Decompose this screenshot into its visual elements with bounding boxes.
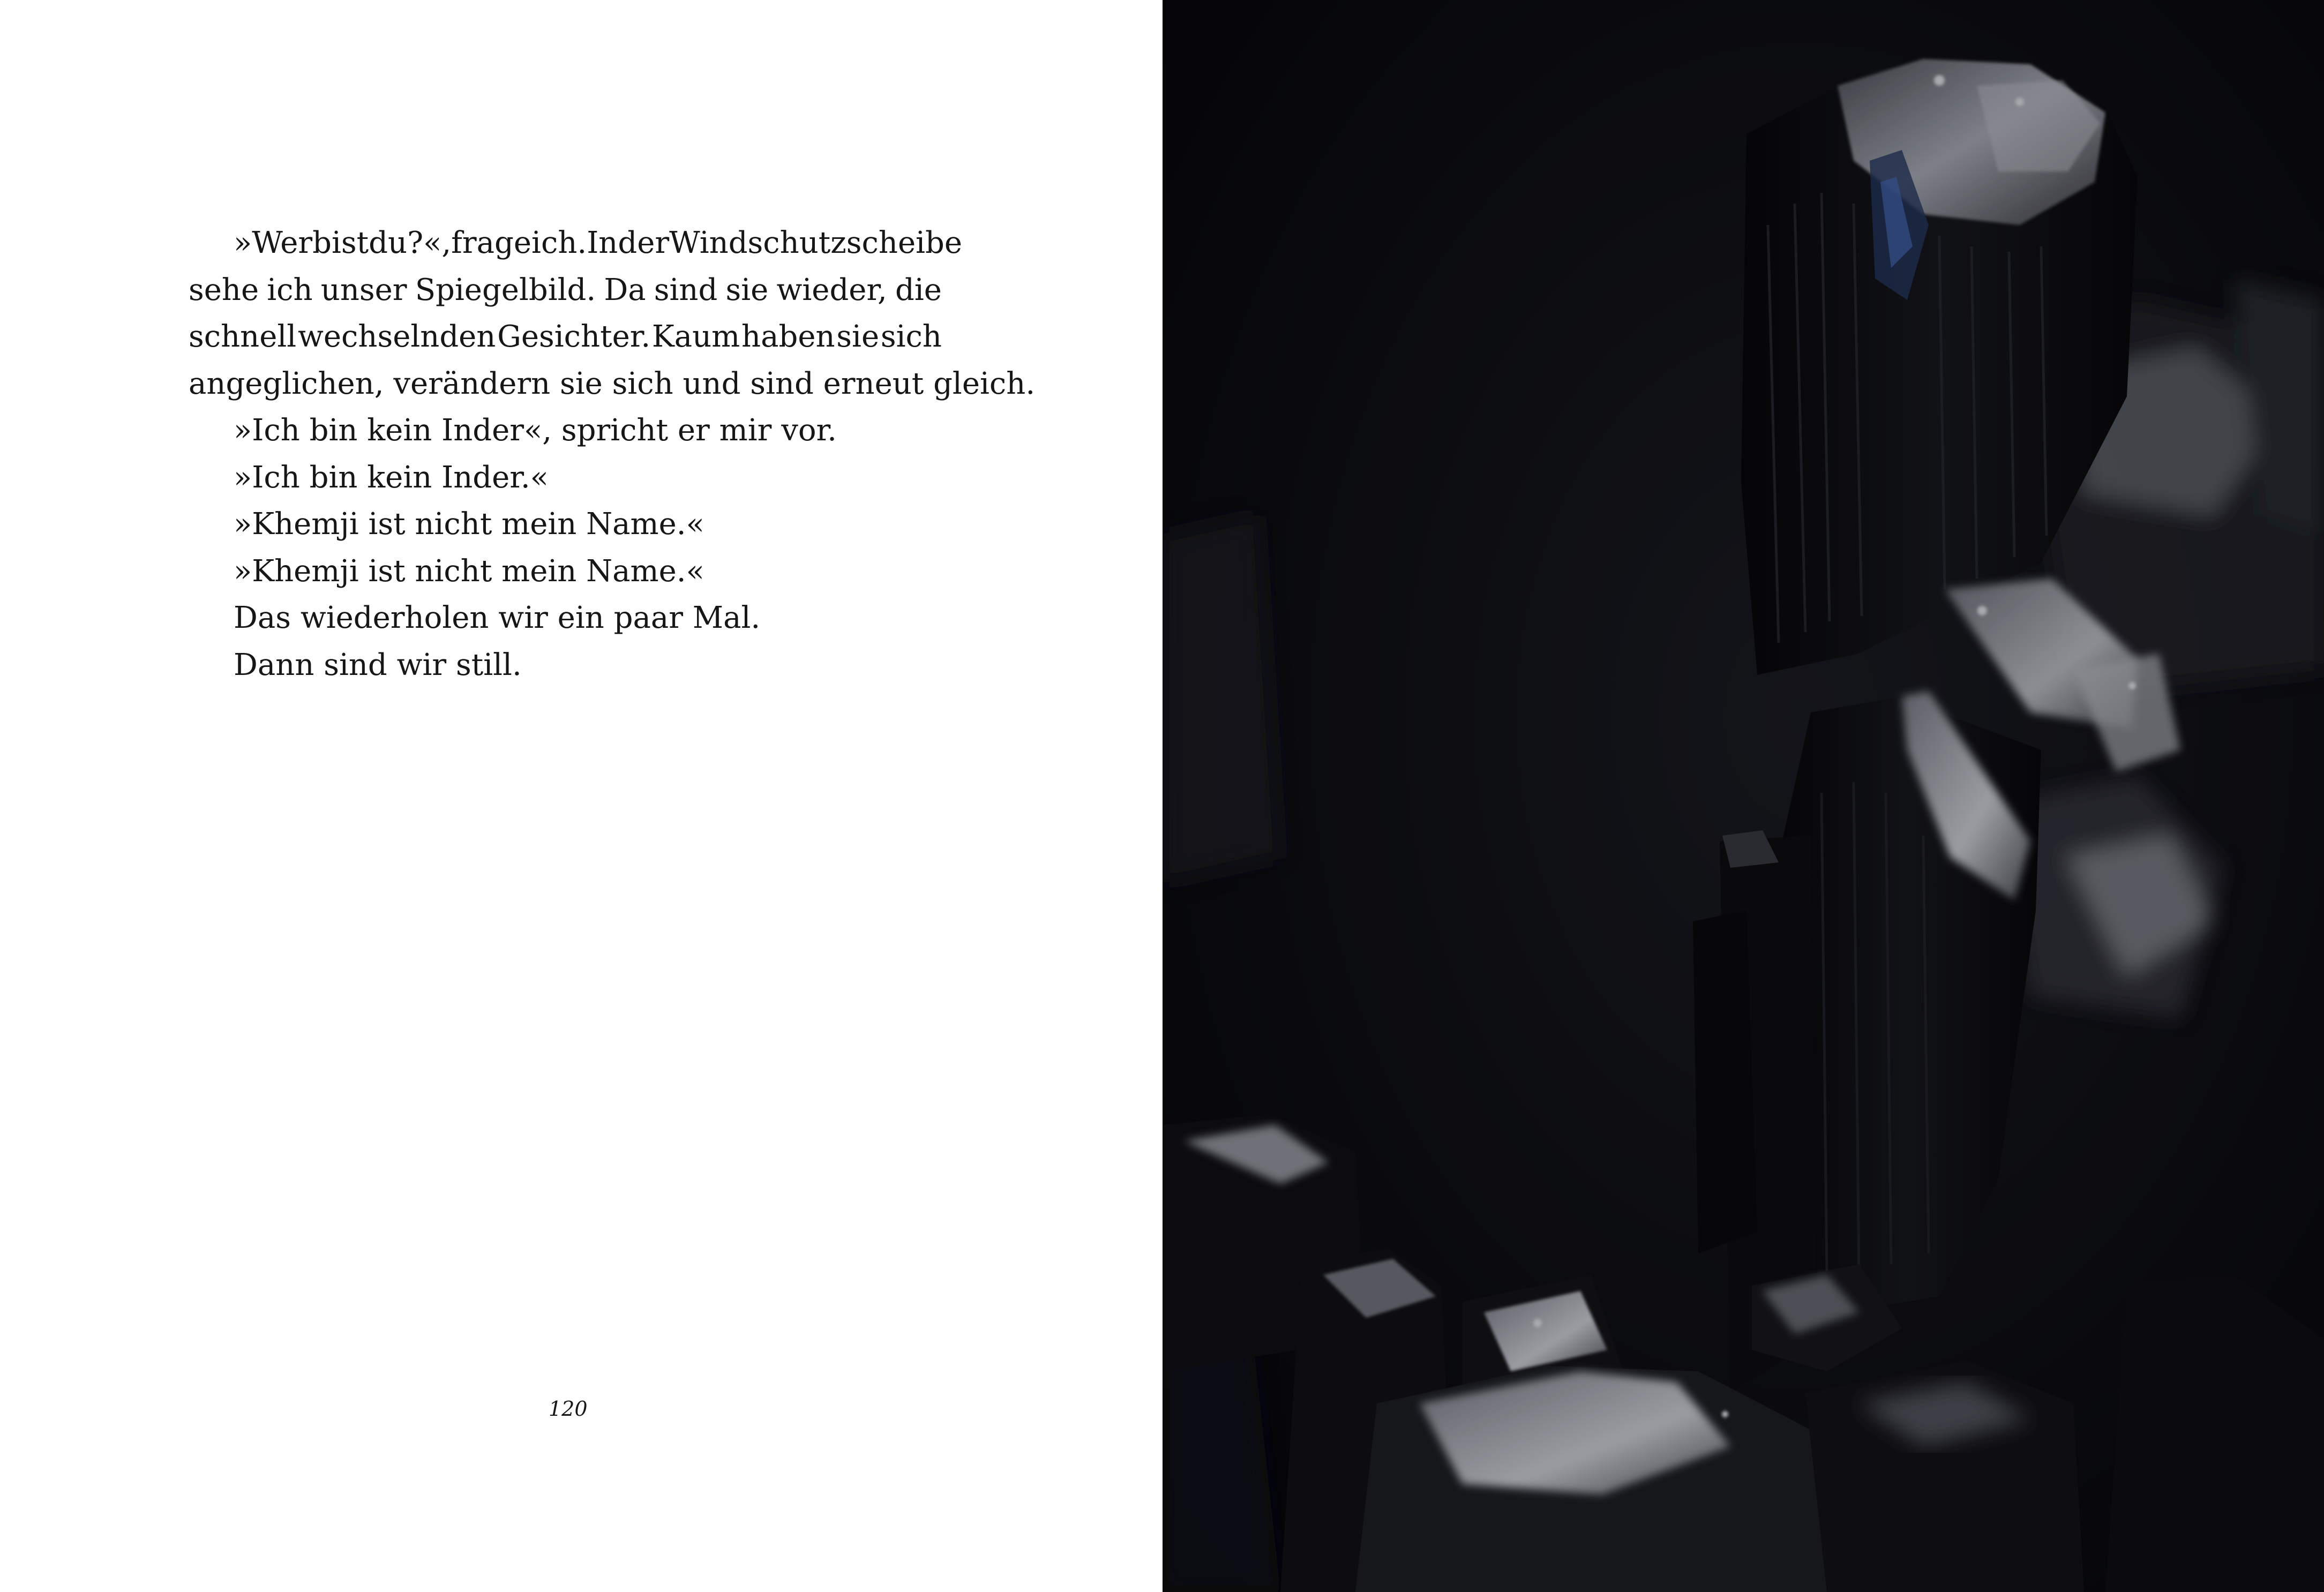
dialogue-line: »Khemji ist nicht mein Name.« (234, 553, 704, 589)
word: ich (267, 272, 313, 307)
dialogue-line: »Khemji ist nicht mein Name.« (234, 507, 704, 542)
text-block (189, 220, 1036, 688)
word: unser (320, 272, 407, 307)
word: sind (654, 272, 718, 307)
word: schnell (189, 319, 297, 354)
word: Da (604, 272, 646, 307)
word: Windschutzscheibe (669, 226, 962, 260)
paragraph-line (189, 267, 942, 314)
narration-line: Dann sind wir still. (234, 647, 522, 682)
word: du?«, (369, 226, 452, 260)
word: wechselnden (297, 319, 496, 354)
black-crystal-photo (1163, 0, 2324, 1592)
narration-line: Das wiederholen wir ein paar Mal. (234, 600, 761, 635)
word: sie (836, 319, 880, 354)
word: sehe (189, 272, 259, 307)
word: wieder, (776, 272, 887, 307)
right-page-photo (1163, 0, 2324, 1592)
page-number: 120 (549, 1397, 588, 1421)
text-line: angeglichen, verändern sie sich und sind erneut gleich. (189, 366, 1036, 401)
paragraph-line (189, 220, 962, 267)
word: sie (725, 272, 769, 307)
word: sich (880, 319, 942, 354)
word: bist (312, 226, 369, 260)
opening-paragraph (189, 220, 1036, 407)
word: Kaum (651, 319, 740, 354)
word: ich. (531, 226, 587, 260)
word: Spiegelbild. (415, 272, 596, 307)
word: In (587, 226, 618, 260)
word: die (895, 272, 942, 307)
word: Gesichter. (497, 319, 651, 354)
dialogue-line: »Ich bin kein Inder«, spricht er mir vor. (234, 413, 837, 448)
dialogue-line: »Ich bin kein Inder.« (234, 460, 549, 495)
paragraph-line (189, 361, 1036, 408)
word: »Wer (234, 226, 313, 260)
word: frage (451, 226, 532, 260)
paragraph-line (189, 313, 942, 361)
word: haben (741, 319, 835, 354)
word: der (618, 226, 670, 260)
